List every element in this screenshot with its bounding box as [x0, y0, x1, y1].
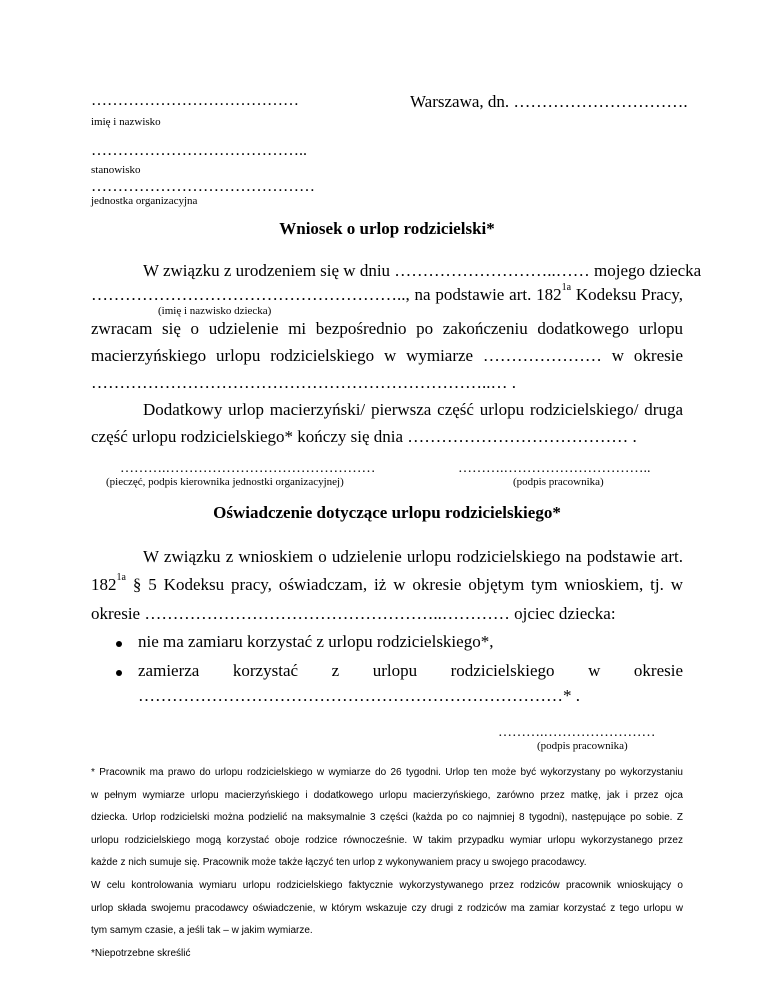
- statement-bullet-2-cont: …………………………………………………………………* .: [138, 686, 580, 705]
- footnotes: [91, 762, 683, 965]
- footnote-line: każde z nich sumuje się. Pracownik może także łączyć ten urlop z wykonywaniem pracy u swojego pracodawcy.: [91, 857, 587, 869]
- request-line-2: ……………………………………………….., na podstawie art. $182^{1a}$ Kodeksu Pracy,: [91, 282, 683, 304]
- footnote-unnecessary: *Niepotrzebne skreślić: [91, 947, 191, 959]
- bullet-1-icon: [116, 641, 122, 647]
- name-label: imię i nazwisko: [91, 116, 161, 128]
- request-line-7: część urlopu rodzicielskiego* kończy się dnia ………………………………… .: [91, 427, 637, 446]
- position-dots[interactable]: …………………………………..: [91, 142, 307, 159]
- name-dots[interactable]: …………………………………: [91, 92, 299, 109]
- statement-signature-dots[interactable]: ……….……………………: [498, 725, 656, 740]
- statement-bullet-1: nie ma zamiaru korzystać z urlopu rodzicielskiego*,: [138, 632, 494, 651]
- request-line-3: zwracam się o udzielenie mi bezpośrednio po zakończeniu dodatkowego urlopu: [91, 319, 683, 338]
- request-line-4: macierzyńskiego urlopu rodzicielskiego w wymiarze ………………… w okresie: [91, 346, 683, 365]
- statement-title: Oświadczenie dotyczące urlopu rodzicielskiego*: [213, 503, 561, 522]
- request-line-6: Dodatkowy urlop macierzyński/ pierwsza część urlopu rodzicielskiego/ druga: [143, 400, 683, 419]
- footnote-line: tym samym czasie, a jeśli tak – w jakim wymiarze.: [91, 925, 313, 937]
- manager-signature-dots[interactable]: ……….………………………………………: [120, 461, 376, 476]
- bullet-2-icon: [116, 670, 122, 676]
- footnote-line: urlopu rodzicielskiego mogą korzystać oboje rodzice równocześnie. W takim przypadku wymiar urlopu wykorzystanego przez: [91, 834, 683, 846]
- manager-signature-label: (pieczęć, podpis kierownika jednostki organizacyjnej): [106, 476, 344, 488]
- footnote-line: w pełnym wymiarze urlopu macierzyńskiego i dodatkowego urlopu macierzyńskiego, zarówno przez matkę, jak i przez ojca: [91, 789, 683, 801]
- request-line-5: ……………………………………………………………..… .: [91, 373, 516, 392]
- unit-dots[interactable]: ……………………………………: [91, 178, 315, 195]
- footnote-line: urlop składa swojemu pracodawcy oświadczenie, w którym wskazuje czy drugi z rodziców ma zamiar korzystać z tego urlopu w: [91, 902, 683, 914]
- request-title: Wniosek o urlop rodzicielski*: [279, 219, 495, 238]
- statement-line-1: W związku z wnioskiem o udzielenie urlopu rodzicielskiego na podstawie art.: [143, 547, 683, 566]
- request-line-1: W związku z urodzeniem się w dniu ………………………..…… mojego dziecka: [143, 261, 702, 280]
- statement-bullet-2: zamierza korzystać z urlopu rodzicielskiego w okresie: [138, 661, 683, 680]
- footnote-line: W celu kontrolowania wymiaru urlopu rodzicielskiego faktycznie wykorzystywanego przez rodziców pracownik wnioskujący o: [91, 879, 683, 891]
- statement-line-2: $182^{1a}$ § 5 Kodeksu pracy, oświadczam, iż w okresie objętym tym wnioskiem, tj. w: [91, 572, 683, 594]
- employee-signature-dots[interactable]: ……….…………………………..: [458, 461, 651, 476]
- child-label: (imię i nazwisko dziecka): [158, 305, 272, 317]
- footnote-line: * Pracownik ma prawo do urlopu rodzicielskiego w wymiarze do 26 tygodni. Urlop ten może być wykorzystany po wykorzystaniu: [91, 767, 683, 778]
- footnote-line: dziecka. Urlop rodzicielski można podzielić na maksymalnie 3 części (każda po co najmniej 8 tygodni), następujące po sobie. Z: [91, 812, 683, 824]
- employee-signature-label: (podpis pracownika): [513, 476, 604, 488]
- unit-label: jednostka organizacyjna: [91, 195, 198, 207]
- city-date[interactable]: Warszawa, dn. ………………………….: [410, 92, 688, 111]
- position-label: stanowisko: [91, 164, 141, 176]
- statement-line-3: okresie ……………………………………………..………… ojciec dziecka:: [91, 604, 616, 623]
- statement-signature-label: (podpis pracownika): [537, 740, 628, 752]
